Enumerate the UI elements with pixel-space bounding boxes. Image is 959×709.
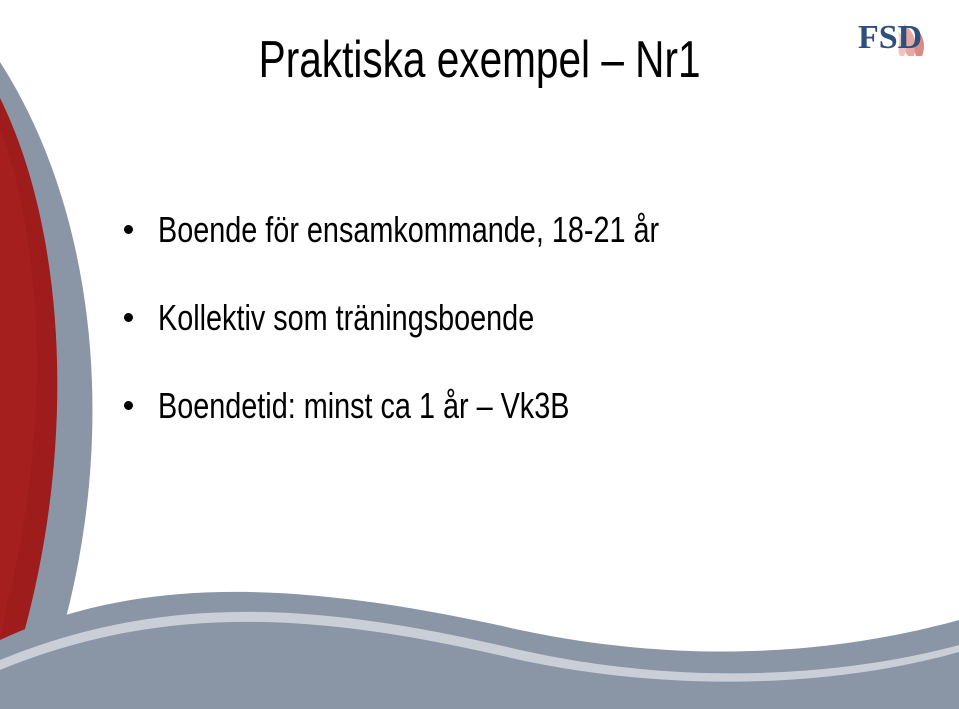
bullet-point-icon bbox=[124, 401, 133, 410]
bullet-point-icon bbox=[124, 225, 133, 234]
bullet-text: Boendetid: minst ca 1 år – Vk3B bbox=[158, 385, 570, 426]
logo-text: FSD bbox=[858, 19, 923, 56]
bullet-text: Boende för ensamkommande, 18-21 år bbox=[158, 209, 660, 250]
fsd-logo bbox=[856, 12, 934, 60]
slide-title: Praktiska exempel – Nr1 bbox=[258, 31, 701, 89]
bullet-point-icon bbox=[124, 313, 133, 322]
bullet-text: Kollektiv som träningsboende bbox=[158, 297, 535, 338]
